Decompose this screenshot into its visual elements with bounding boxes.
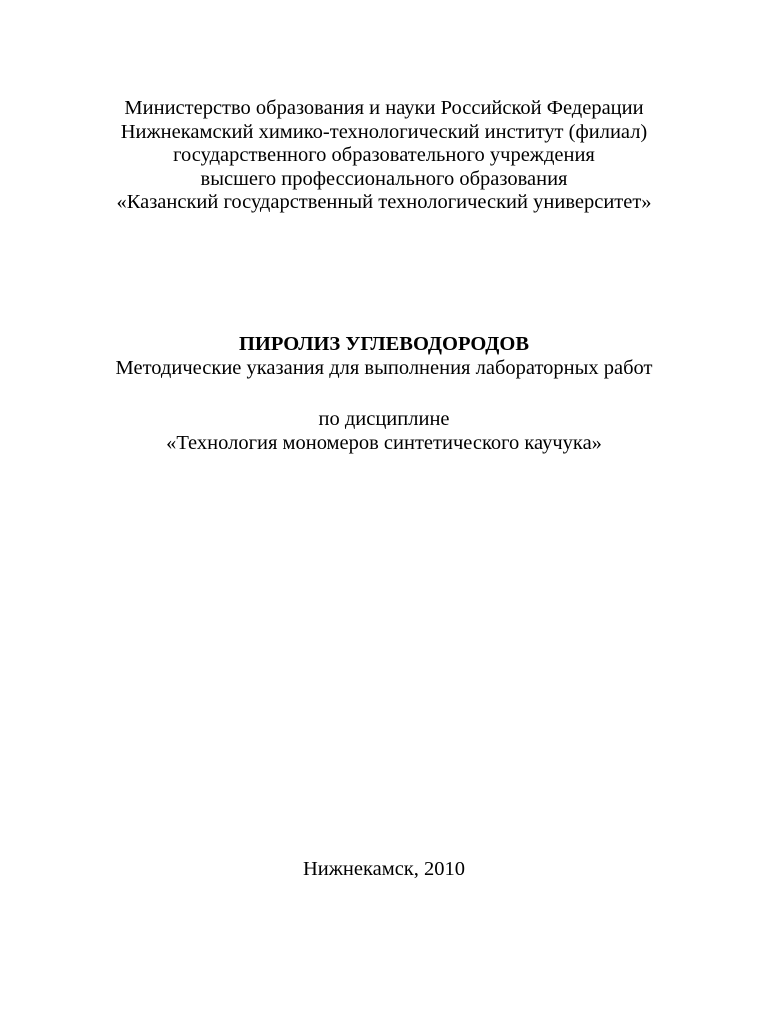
place-year: Нижнекамск, 2010 xyxy=(302,858,466,880)
title-block xyxy=(0,333,768,380)
discipline-name: «Технология мономеров синтетического каучука» xyxy=(166,431,602,454)
discipline-label: по дисциплине xyxy=(318,408,450,430)
place-year-footer xyxy=(0,858,768,882)
institution-type-line: государственного образовательного учреждения xyxy=(173,144,595,166)
education-level-line: высшего профессионального образования xyxy=(200,167,568,190)
institute-line: Нижнекамский химико-технологический институт (филиал) xyxy=(120,120,648,143)
document-subtitle: Методические указания для выполнения лабораторных работ xyxy=(115,356,653,379)
institution-header xyxy=(0,97,768,215)
ministry-line: Министерство образования и науки Российской Федерации xyxy=(124,97,644,119)
document-title: ПИРОЛИЗ УГЛЕВОДОРОДОВ xyxy=(238,333,530,355)
discipline-block xyxy=(0,408,768,455)
university-line: «Казанский государственный технологический университет» xyxy=(116,191,652,213)
